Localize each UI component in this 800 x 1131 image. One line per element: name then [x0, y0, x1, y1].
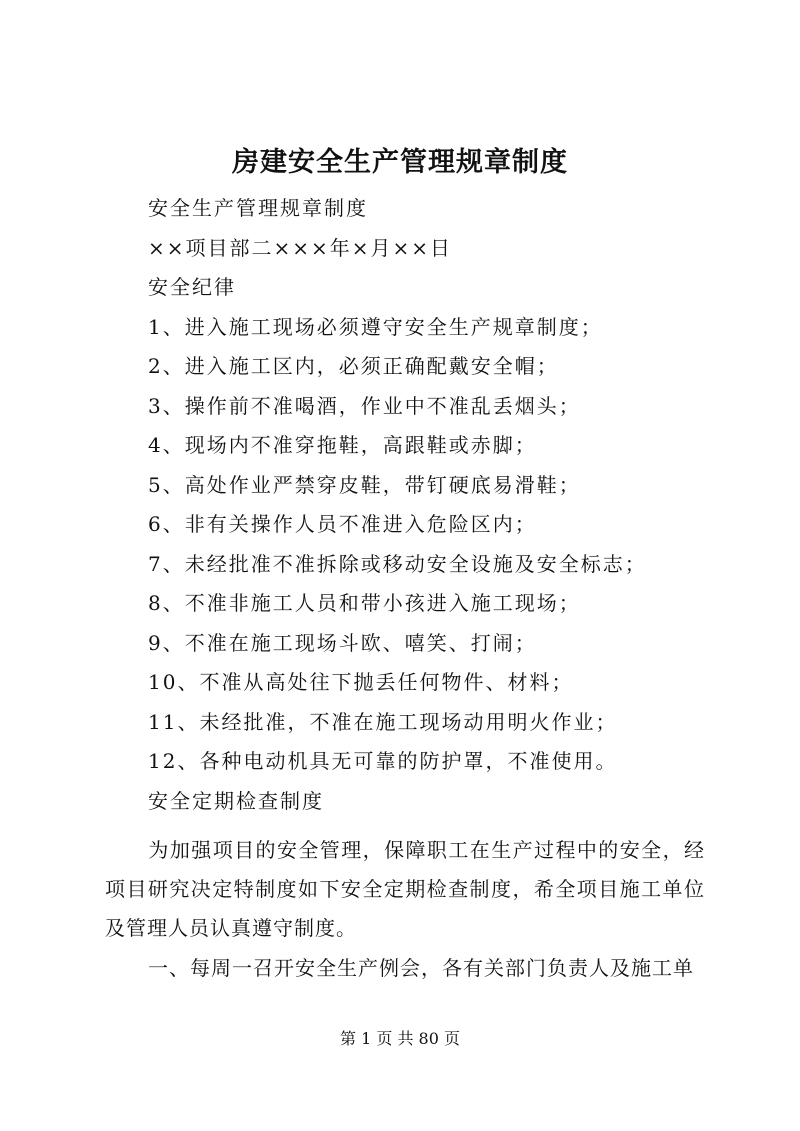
- section-heading: 安全定期检查制度: [148, 789, 324, 813]
- rule-item: 12、各种电动机具无可靠的防护罩，不准使用。: [148, 749, 618, 773]
- rule-item: 2、进入施工区内，必须正确配戴安全帽；: [148, 354, 559, 378]
- rule-item: 10、不准从高处往下抛丢任何物件、材料；: [148, 670, 574, 694]
- body-paragraph: [105, 831, 705, 948]
- section-heading: 安全纪律: [148, 275, 236, 299]
- rule-item: 1、进入施工现场必须遵守安全生产规章制度；: [148, 315, 603, 339]
- paragraph-text: 一、每周一召开安全生产例会，各有关部门负责人及施工单: [148, 956, 694, 980]
- rule-item: 3、操作前不准喝酒，作业中不准乱丢烟头；: [148, 394, 581, 418]
- page-number-footer: 第 1 页 共 80 页: [340, 1029, 460, 1048]
- rule-item: 5、高处作业严禁穿皮鞋，带钉硬底易滑鞋；: [148, 473, 581, 497]
- project-date-line: ××项目部二×××年×月××日: [148, 236, 453, 260]
- rule-item: 7、未经批准不准拆除或移动安全设施及安全标志；: [148, 552, 647, 576]
- section-heading: 安全生产管理规章制度: [148, 196, 368, 220]
- rule-item: 11、未经批准，不准在施工现场动用明火作业；: [148, 710, 618, 734]
- body-paragraph: [105, 949, 705, 988]
- rule-item: 4、现场内不准穿拖鞋，高跟鞋或赤脚；: [148, 433, 537, 457]
- rule-item: 8、不准非施工人员和带小孩进入施工现场；: [148, 591, 581, 615]
- rule-item: 6、非有关操作人员不准进入危险区内；: [148, 512, 537, 536]
- paragraph-text: 为加强项目的安全管理，保障职工在生产过程中的安全，经项目研究决定特制度如下安全定期检查制度，希全项目施工单位及管理人员认真遵守制度。: [105, 838, 705, 940]
- rule-item: 9、不准在施工现场斗欧、嘻笑、打闹；: [148, 631, 537, 655]
- document-title: 房建安全生产管理规章制度: [232, 147, 568, 178]
